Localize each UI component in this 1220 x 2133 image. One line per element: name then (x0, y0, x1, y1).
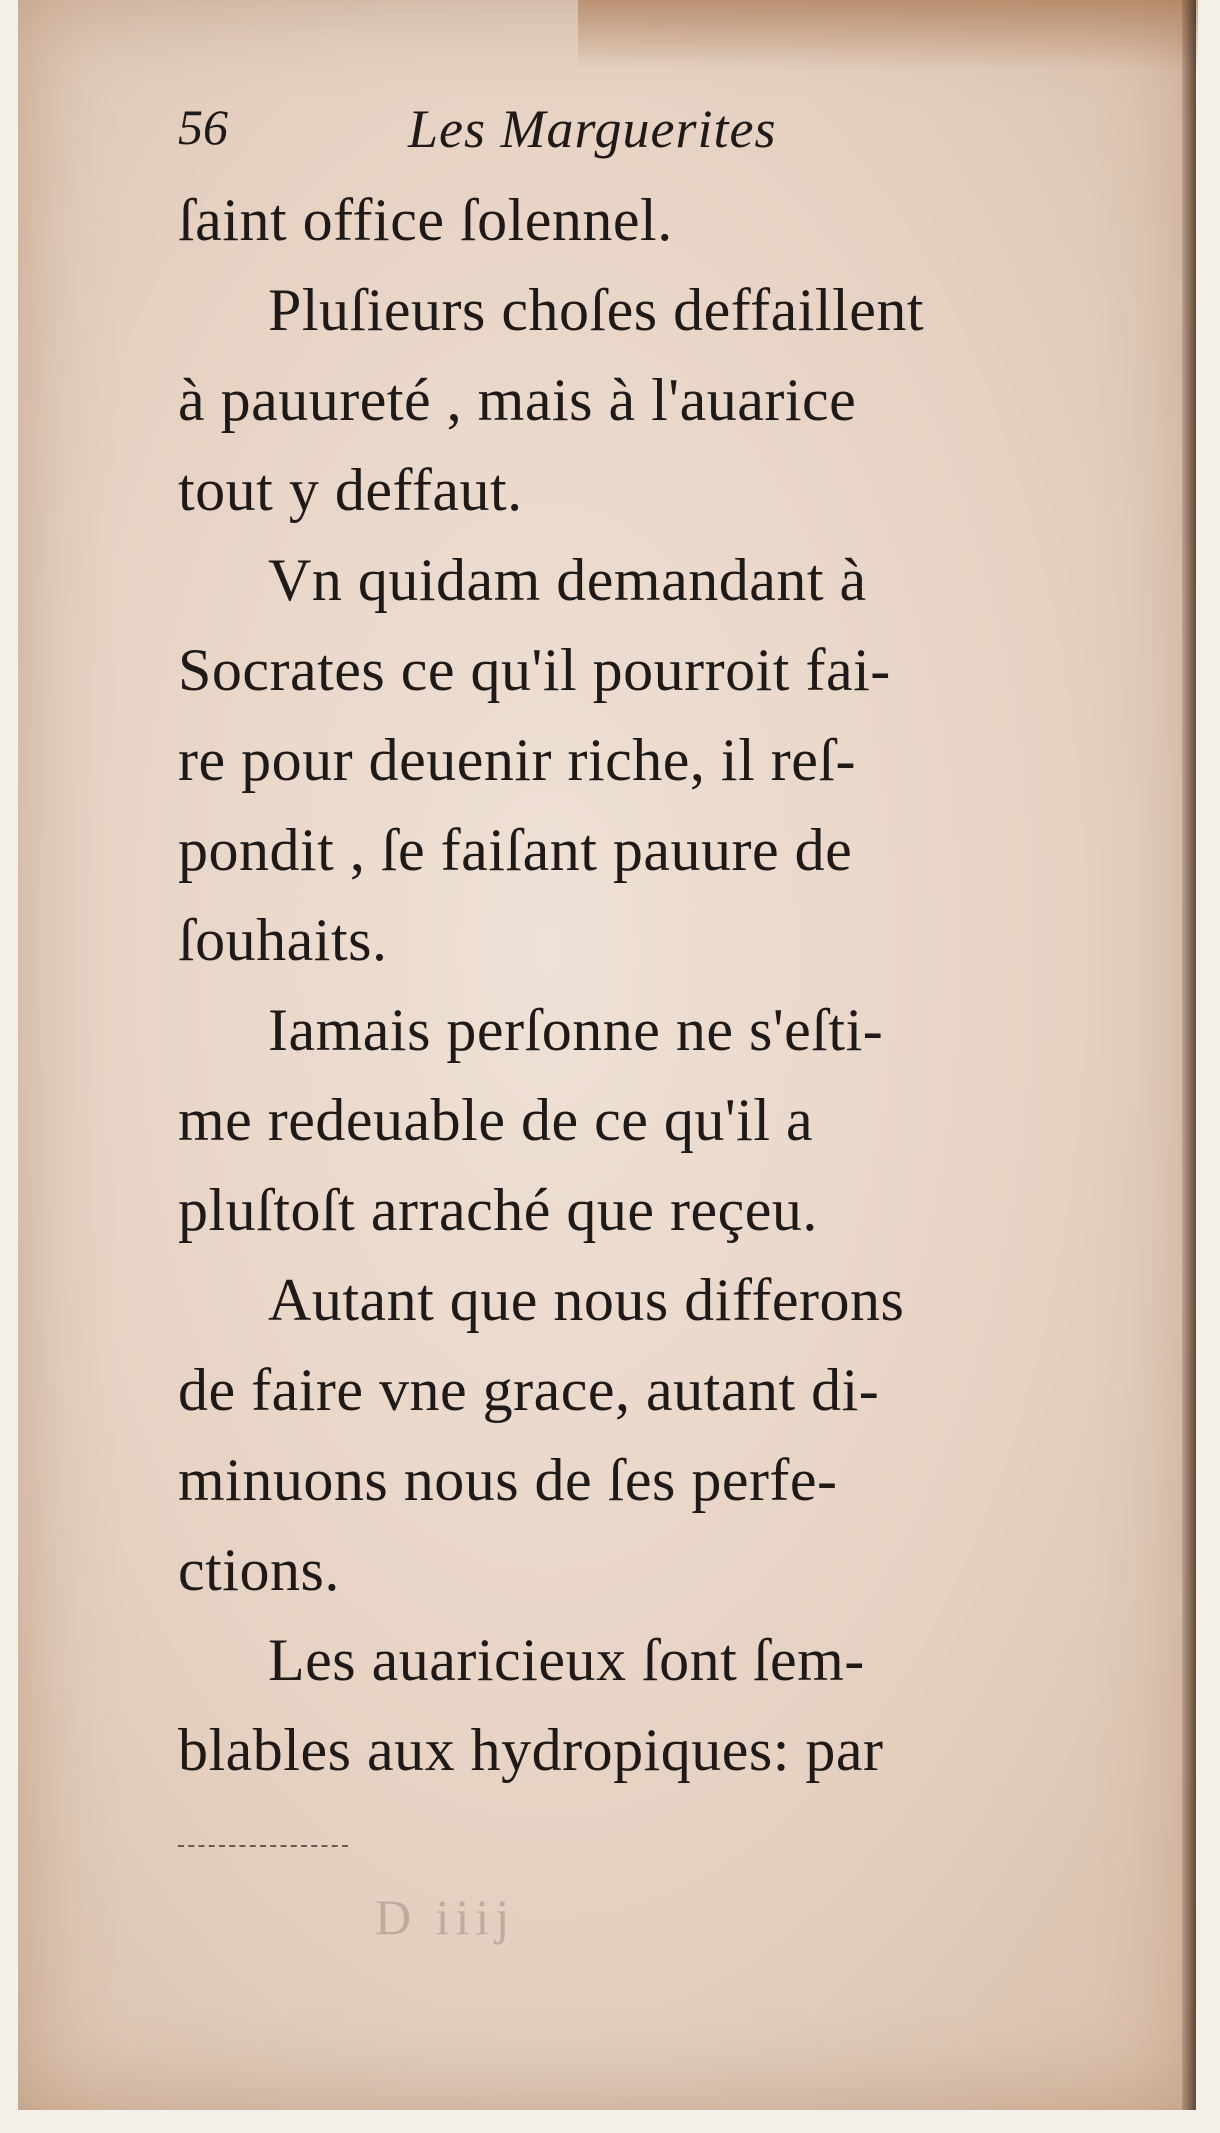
text-line: blables aux hydropiques: par (178, 1717, 884, 1783)
page-number: 56 (178, 99, 228, 155)
text-line: pondit , ſe faiſant pauure de (178, 817, 853, 883)
text-line: de faire vne grace, autant di- (178, 1357, 880, 1423)
text-line: Pluſieurs choſes deffaillent (268, 277, 925, 343)
text-line: tout y deffaut. (178, 457, 523, 523)
page-edge (1182, 0, 1196, 2110)
text-line: ſaint office ſolennel. (178, 187, 673, 253)
text-line: re pour deuenir riche, il reſ- (178, 727, 857, 793)
text-line: Vn quidam demandant à (268, 547, 867, 613)
text-line: à pauureté , mais à l'auarice (178, 367, 857, 433)
text-line: Autant que nous differons (268, 1267, 905, 1333)
text-line: me redeuable de ce qu'il a (178, 1087, 814, 1153)
running-head: Les Marguerites (408, 99, 777, 159)
text-line: minuons nous de ſes perfe- (178, 1447, 838, 1513)
text-line: ctions. (178, 1537, 340, 1603)
signature-mark: D iiij (375, 1889, 516, 1945)
text-line: Socrates ce qu'il pourroit fai- (178, 637, 891, 703)
catchword-rule (178, 1845, 348, 1847)
page-stain (578, 0, 1198, 70)
page-header (178, 98, 938, 168)
text-line: Les auaricieux ſont ſem- (268, 1627, 865, 1693)
text-line: pluſtoſt arraché que reçeu. (178, 1177, 818, 1243)
text-line: ſouhaits. (178, 907, 388, 973)
text-line: Iamais perſonne ne s'eſti- (268, 997, 884, 1063)
body-text (178, 175, 1078, 1795)
